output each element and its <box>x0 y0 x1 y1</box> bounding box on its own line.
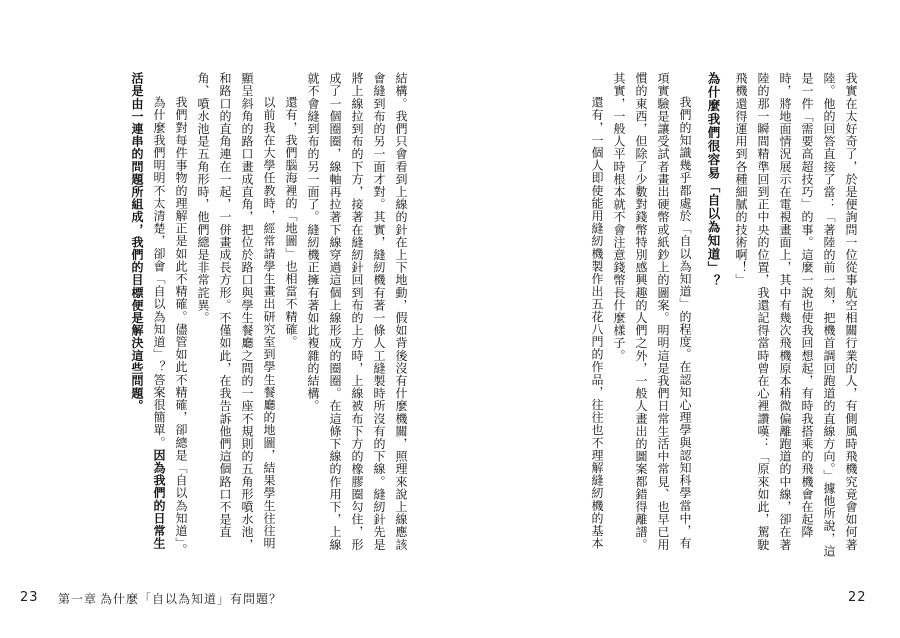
page-number-right: 22 <box>848 590 867 605</box>
page-number-left: 23 <box>20 590 39 605</box>
paragraph-campus-map: 以前我在大學任教時，經常請學生畫出研究室到學生餐廳的地圖，結果學生往往明顯呈斜角的路口畫成直角，把位於路口與學生餐廳之間的一座不規則的五角形噴水池，和路口的直角連在一起，一併畫成長方形。不僅如此，在我告訴他們這個路口不是直角、噴水池是五角形時，他們總是非常詫異。 <box>196 72 276 551</box>
paragraph-imprecise-understanding: 我們對每件事物的理解正是如此不精確。儘管如此不精確，卻總是「自以為知道」。 <box>174 96 188 557</box>
left-page-text <box>52 72 412 558</box>
chapter-label: 第一章 <box>58 592 98 606</box>
right-page <box>450 0 900 638</box>
paragraph-sewing-machine-start: 還有，一個人即使能用縫紉機製作出五花八門的作品，往往也不理解縫紉機的基本 <box>590 96 604 550</box>
section-heading: 為什麼我們很容易「自以為知道」？ <box>706 72 721 288</box>
why-question-text: 為什麼我們明明不太清楚，卻會「自以為知道」？答案很簡單。 <box>152 96 166 449</box>
paragraph-airplane-landing: 我實在太好奇了，於是便詢問一位從事航空相關行業的人，有側風時飛機究竟會如何著陸。他的回答直接了當：「著陸的前一刻，把機首調回跑道的直線方向。」據他所說，這是一件「需要高超技巧」的事。這麼一說也使我回想起，有時我搭乘的飛機會在起降時，將地面情況展示在電視畫面上，其中有幾次飛機原本稍微偏離跑道的中線，卻在著陸的那一瞬間精準回到正中央的位置，我還記得當時曾在心裡讚嘆：「原來如此，駕駛飛機還得運用到各種細膩的技術啊！」 <box>734 72 858 558</box>
paragraph-coin-experiment: 我們的知識幾乎都處於「自以為知道」的程度。在認知心理學與認知科學當中，有項實驗是讓受試者畫出硬幣或紙鈔上的圖案。明明這是我們日常生活中常見、也早已用慣的東西，但除了少數對錢幣特別感興趣的人們之外，一般人畫出的圖案都錯得離譜。其實，一般人平時根本就不會注意錢幣長什麼樣子。 <box>612 72 692 551</box>
right-page-text <box>502 72 862 558</box>
running-title: 為什麼「自以為知道」有問題？ <box>100 592 283 606</box>
paragraph-mental-map: 還有，我們腦海裡的「地圖」也相當不精確。 <box>284 96 298 348</box>
paragraph-why-question <box>126 72 170 558</box>
paragraph-sewing-machine-structure: 結構。我們只會看到上線的針在上下地動，假如背後沒有什麼機關，照理來說上線應該會縫到布的另一面才對。其實，縫紉機有著一條人工縫製時所沒有的下線。縫紉針先是將上線拉到布的下方，接著在縫紉針回到布的上方時，上線被布下方的橡膠圈勾住，形成了一個圈圈，線軸再拉著下線穿過這個上線形成的圈圈。在這條下線的作用下，上線就不會縫到布的另一面了。縫紉機正擁有著如此複雜的結構。 <box>306 72 408 551</box>
bold-answer: 因為我們的日常生活是由一連串的問題所組成，我們的目標便是解決這些問題。 <box>130 72 166 550</box>
